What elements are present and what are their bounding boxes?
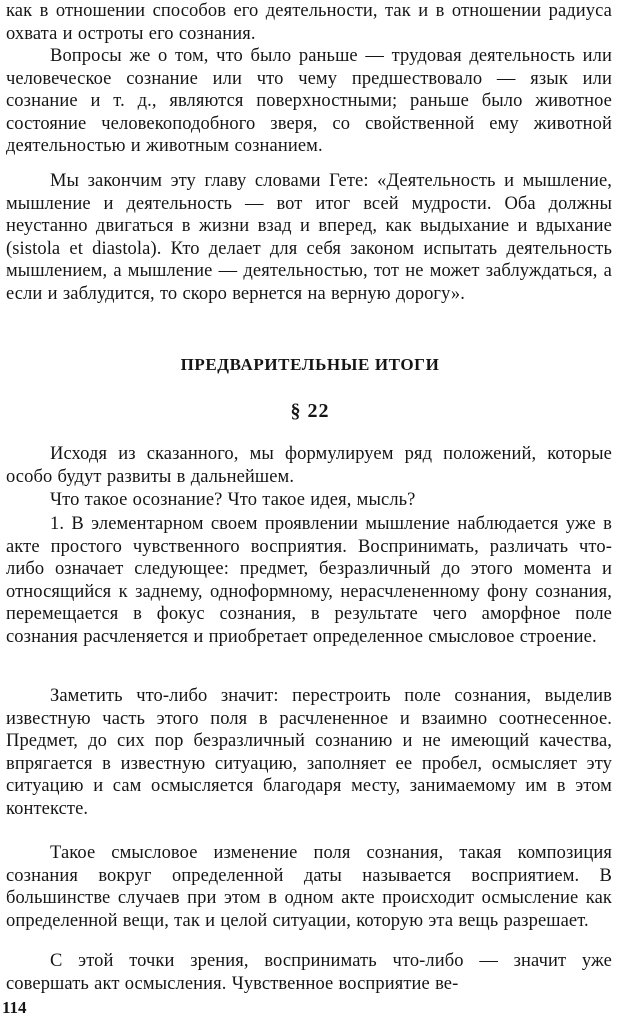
paragraph-question-line: Что такое осознание? Что такое идея, мысль?	[50, 490, 416, 510]
paragraph-point-1: 1. В элементарном своем проявлении мышление наблюдается уже в акте простого чувственного восприятия. Воспринимать, различать что-либо означает следующее: предмет, безразличный до этого момента и относящийся к заднему, одноформному, нерасчлененному фону сознания, перемещается в фокус сознания, в результате чего аморфное поле сознания расчленяется и приобретает определенное смысловое строение.	[6, 514, 612, 647]
paragraph-notice: Заметить что-либо значит: перестроить поле сознания, выделив известную часть этого поля в расчлененное и взаимно соотнесенное. Предмет, до сих пор безразличный сознанию и не имеющий качества, впрягается в известную ситуацию, заполняет ее пробел, осмысляет эту ситуацию и сам осмысляется благодаря месту, занимаемому им в этом контексте.	[6, 686, 612, 819]
paragraph-questions: Вопросы же о том, что было раньше — трудовая деятельность или человеческое сознание или что чему предшествовало — язык или сознание и т. д., являются поверхностными; раньше было животное состояние человекоподобного зверя, со свойственной ему животной деятельностью и животным сознанием.	[6, 46, 612, 157]
paragraph-intro: Исходя из сказанного, мы формулируем ряд положений, которые особо будут развиты в дальнейшем.	[6, 444, 612, 487]
section-heading: ПРЕДВАРИТЕЛЬНЫЕ ИТОГИ	[180, 355, 440, 374]
paragraph-goethe-quote: Мы закончим эту главу словами Гете: «Деятельность и мышление, мышление и деятельность — вот итог всей мудрости. Оба должны неустанно двигаться в жизни взад и вперед, как выдыхание и вдыхание (sistola et diastola). Кто делает для себя законом испытать деятельность мышлением, а мышление — деятельностью, тот не может заблуждаться, а если и заблудится, то скоро вернется на верную дорогу».	[6, 171, 612, 304]
paragraph-continuation: как в отношении способов его деятельности, так и в отношении радиуса охвата и остроты его сознания.	[6, 1, 612, 44]
page-number: 114	[2, 998, 27, 1017]
paragraph-last: С этой точки зрения, воспринимать что-либо — значит уже совершать акт осмысления. Чувственное восприятие ве-	[6, 951, 612, 994]
paragraph-semantic-change: Такое смысловое изменение поля сознания, такая композиция сознания вокруг определенной даты называется восприятием. В большинстве случаев при этом в одном акте происходит осмысление как определенной вещи, так и целой ситуации, которую эта вещь разрешает.	[6, 843, 612, 931]
section-number: § 22	[290, 400, 330, 422]
